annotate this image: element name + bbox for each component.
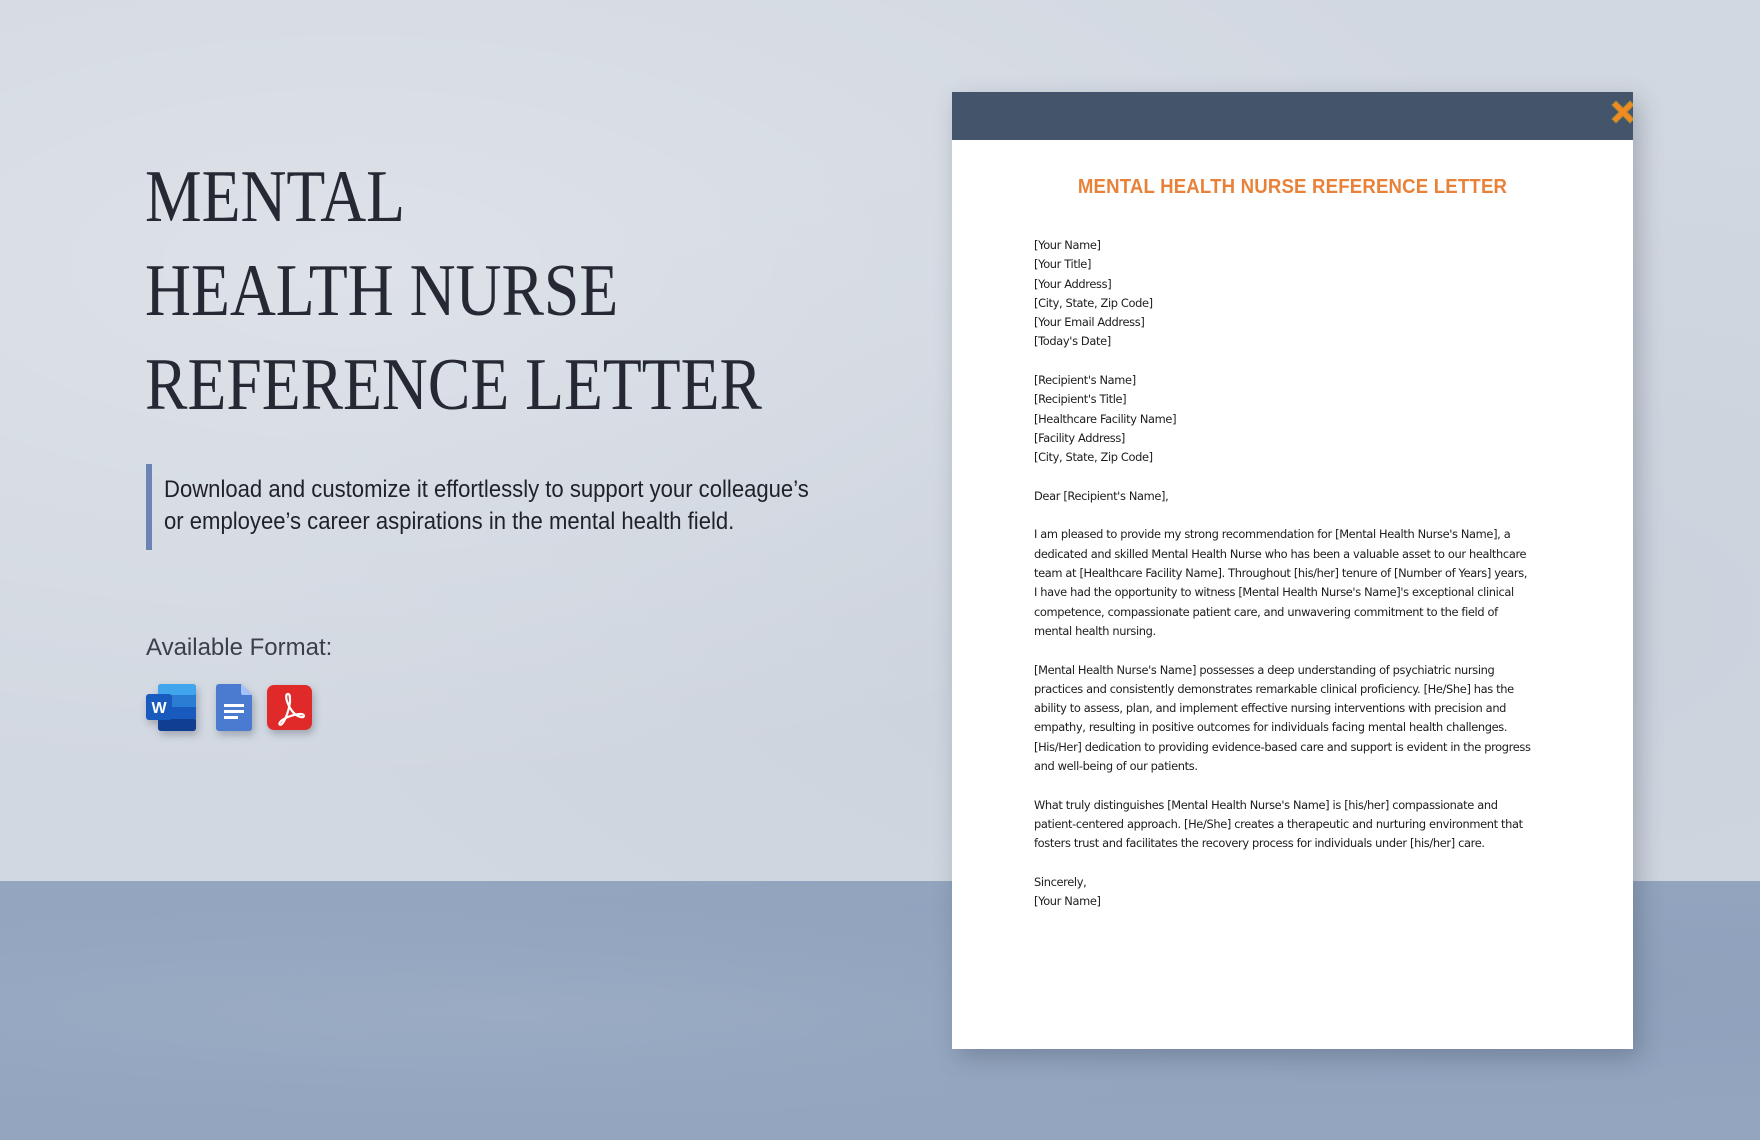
paragraph-line: and well-being of our patients. — [1034, 759, 1198, 774]
recipient-line: [Facility Address] — [1034, 430, 1126, 445]
document-preview — [952, 92, 1633, 1049]
paragraph-line: patient-centered approach. [He/She] creates a therapeutic and nurturing environment that — [1034, 816, 1523, 831]
sender-line: [Your Title] — [1034, 257, 1092, 272]
paragraph — [1034, 661, 1574, 777]
google-docs-format-button[interactable] — [216, 684, 252, 731]
paragraph-line: I have had the opportunity to witness [Mental Health Nurse's Name]'s exceptional clinical — [1034, 585, 1514, 600]
word-format-button[interactable] — [146, 684, 196, 731]
closing: Sincerely, — [1034, 874, 1087, 889]
word-icon — [146, 684, 196, 731]
pdf-format-button[interactable] — [267, 685, 312, 730]
spacer — [1034, 641, 1574, 660]
spacer — [1034, 776, 1574, 795]
paragraph-line: fosters trust and facilitates the recovery process for individuals under [his/her] care. — [1034, 836, 1485, 851]
spacer — [1034, 352, 1574, 371]
available-format-label: Available Format: — [146, 634, 333, 661]
paragraph-line: [His/Her] dedication to providing evidence-based care and support is evident in the progress — [1034, 739, 1531, 754]
paragraph-line: empathy, resulting in positive outcomes for individuals facing mental health challenges. — [1034, 720, 1508, 735]
document-header-bar — [952, 92, 1633, 140]
paragraph — [1034, 525, 1574, 641]
paragraph — [1034, 796, 1574, 854]
paragraph-line: mental health nursing. — [1034, 623, 1156, 638]
recipient-line: [Recipient's Name] — [1034, 373, 1136, 388]
description-block — [146, 464, 865, 550]
spacer — [1034, 468, 1574, 487]
paragraph-line: I am pleased to provide my strong recommendation for [Mental Health Nurse's Name], a — [1034, 527, 1511, 542]
close-x-icon — [1608, 97, 1633, 127]
paragraph-line: [Mental Health Nurse's Name] possesses a deep understanding of psychiatric nursing — [1034, 662, 1495, 677]
spacer — [1034, 506, 1574, 525]
sender-line: [Your Address] — [1034, 276, 1112, 291]
paragraph-line: dedicated and skilled Mental Health Nurse who has been a valuable asset to our healthcare — [1034, 546, 1527, 561]
recipient-block — [1034, 371, 1574, 467]
paragraph-line: competence, compassionate patient care, and unwavering commitment to the field of — [1034, 604, 1498, 619]
svg-text:W: W — [151, 700, 167, 717]
hero-title-line: MENTAL — [145, 156, 406, 238]
paragraph-line: What truly distinguishes [Mental Health Nurse's Name] is [his/her] compassionate and — [1034, 797, 1498, 812]
google-docs-icon — [216, 684, 252, 731]
signature: [Your Name] — [1034, 894, 1101, 909]
description-line: Download and customize it effortlessly to support your colleague’s — [164, 476, 809, 503]
hero-title — [145, 150, 762, 432]
sender-line: [Your Email Address] — [1034, 315, 1145, 330]
hero-title-line: REFERENCE LETTER — [145, 344, 762, 426]
hero-title-line: HEALTH NURSE — [145, 250, 619, 332]
description-text — [164, 474, 809, 538]
pdf-icon — [267, 685, 312, 730]
paragraph-line: practices and consistently demonstrates remarkable clinical proficiency. [He/She] has the — [1034, 681, 1514, 696]
salutation: Dear [Recipient's Name], — [1034, 488, 1169, 503]
recipient-line: [City, State, Zip Code] — [1034, 450, 1153, 465]
sender-line: [Your Name] — [1034, 238, 1101, 252]
paragraph-line: ability to assess, plan, and implement effective nursing interventions with precision and — [1034, 701, 1507, 716]
document-title: MENTAL HEALTH NURSE REFERENCE LETTER — [1077, 176, 1508, 198]
recipient-line: [Recipient's Title] — [1034, 392, 1127, 407]
description-line: or employee’s career aspirations in the mental health field. — [164, 508, 735, 535]
recipient-line: [Healthcare Facility Name] — [1034, 411, 1177, 426]
sender-line: [City, State, Zip Code] — [1034, 295, 1153, 310]
spacer — [1034, 854, 1574, 873]
sender-block — [1034, 236, 1574, 352]
paragraph-line: team at [Healthcare Facility Name]. Throughout [his/her] tenure of [Number of Years] years, — [1034, 566, 1528, 581]
sender-line: [Today's Date] — [1034, 334, 1111, 349]
document-body — [1034, 236, 1574, 911]
